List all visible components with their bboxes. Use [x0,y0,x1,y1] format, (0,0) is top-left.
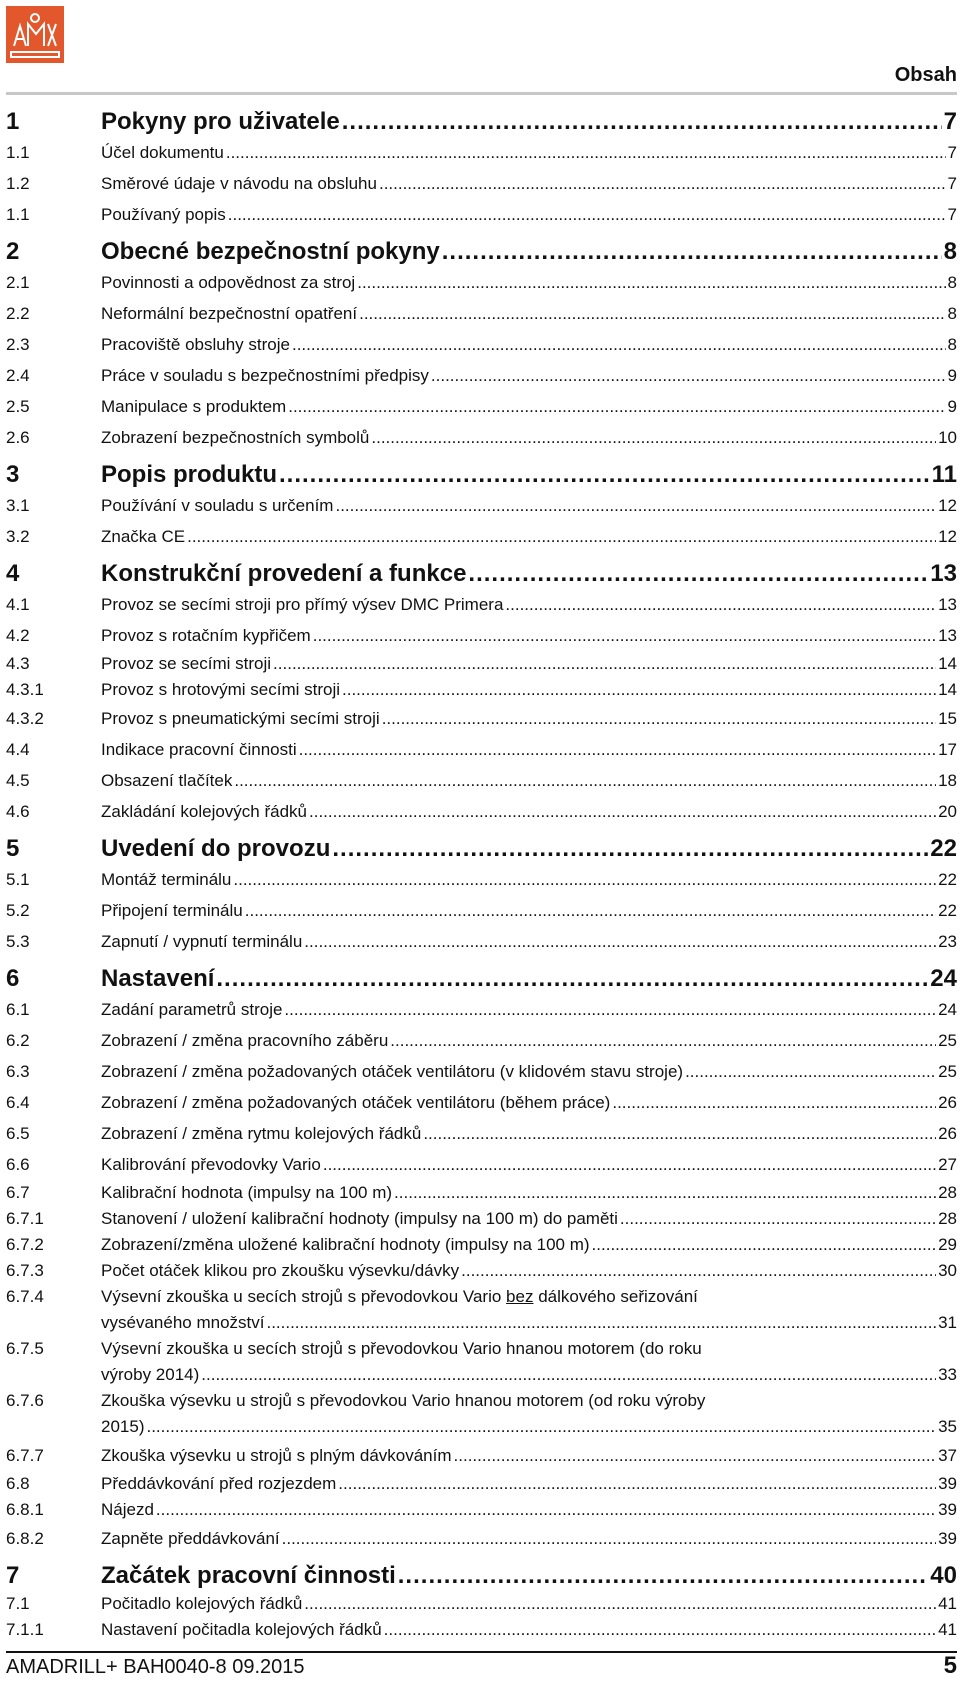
toc-dot-leader [685,1056,936,1087]
toc-entry-title: Počet otáček klikou pro zkoušku výsevku/dávky [101,1261,460,1280]
toc-entry-title: Zkouška výsevku u strojů s převodovkou Vario hnanou motorem (od roku výroby [101,1391,706,1410]
toc-entry-number: 6.8.1 [6,1500,44,1519]
toc-entry-page: 41 [938,1594,957,1613]
toc-entry-title: Provoz se secími stroji [101,654,272,673]
toc-entry-number: 2.5 [6,397,30,416]
toc-dot-leader [226,137,946,168]
toc-entry-title: Výsevní zkouška u secích strojů s převodovkou Vario [101,1287,507,1306]
toc-section-entry[interactable] [6,1258,957,1284]
toc-entry-page: 11 [931,461,957,488]
toc-entry-title: Kalibrační hodnota (impulsy na 100 m) [101,1183,393,1202]
toc-dot-leader [332,833,928,864]
toc-entry-title: Pokyny pro uživatele [101,108,340,135]
toc-entry-number: 6.7.1 [6,1209,44,1228]
toc-entry-title-continued: vysévaného množství [101,1313,265,1332]
toc-entry-page: 13 [938,626,957,645]
amazone-logo-icon [6,6,64,63]
toc-entry-number: 4.5 [6,771,30,790]
toc-entry-page: 41 [938,1620,957,1639]
toc-entry-title-continued: výroby 2014) [101,1365,200,1384]
toc-dot-leader [313,620,936,651]
toc-entry-number: 2.4 [6,366,30,385]
toc-entry-page: 33 [938,1365,957,1384]
toc-entry-title: Manipulace s produktem [101,397,287,416]
toc-entry-page: 9 [947,366,957,385]
toc-section-entry[interactable] [6,677,957,703]
toc-entry-number: 2.3 [6,335,30,354]
toc-entry-number: 2.2 [6,304,30,323]
toc-entry-page: 26 [938,1124,957,1143]
toc-entry-title: Kalibrování převodovky Vario [101,1155,321,1174]
toc-dot-leader [442,236,942,267]
toc-chapter-entry[interactable] [6,963,957,994]
toc-entry-page: 27 [938,1155,957,1174]
toc-dot-leader [309,796,936,827]
toc-entry-title: Zadání parametrů stroje [101,1000,283,1019]
footer-divider [6,1651,957,1653]
toc-entry-number: 2.1 [6,273,30,292]
toc-entry-page: 8 [947,335,957,354]
toc-section-entry[interactable] [6,1284,957,1336]
toc-section-entry[interactable] [6,1617,957,1643]
toc-entry-number: 1.1 [6,143,30,162]
toc-section-entry[interactable] [6,1206,957,1232]
toc-entry-title: Pracoviště obsluhy stroje [101,335,290,354]
toc-entry-title: Nastavení [101,965,215,992]
toc-entry-number: 5 [6,835,20,862]
toc-chapter-entry[interactable] [6,459,957,490]
toc-dot-leader [505,589,936,620]
toc-entry-number: 6.1 [6,1000,30,1019]
toc-section-entry[interactable] [6,1523,957,1554]
toc-entry-page: 39 [938,1500,957,1519]
toc-section-entry[interactable] [6,1025,957,1056]
toc-section-entry[interactable] [6,765,957,796]
toc-entry-title: Nájezd [101,1500,154,1519]
toc-dot-leader [234,765,936,796]
toc-chapter-entry[interactable] [6,106,957,137]
toc-entry-page: 24 [930,965,957,992]
toc-entry-title: Směrové údaje v návodu na obsluhu [101,174,377,193]
toc-entry-number: 6.4 [6,1093,30,1112]
toc-entry-title: Zobrazení / změna požadovaných otáček ventilátoru (během práce) [101,1093,611,1112]
toc-dot-leader [216,963,928,994]
toc-entry-number: 6.2 [6,1031,30,1050]
toc-dot-leader [292,329,946,360]
toc-entry-title: Obecné bezpečnostní pokyny [101,238,440,265]
toc-entry-number: 4.3 [6,654,30,673]
toc-entry-title: Neformální bezpečnostní opatření [101,304,358,323]
toc-entry-page: 31 [938,1313,957,1332]
toc-entry-title: Zapnutí / vypnutí terminálu [101,932,303,951]
toc-entry-page: 8 [947,304,957,323]
toc-entry-title: Zakládání kolejových řádků [101,802,308,821]
toc-section-entry[interactable] [6,1471,957,1497]
toc-entry-title: dálkového seřizování [533,1287,698,1306]
toc-entry-number: 6.7.7 [6,1446,44,1465]
toc-dot-leader [288,391,945,422]
toc-entry-title: Zobrazení / změna rytmu kolejových řádků [101,1124,422,1143]
toc-chapter-entry[interactable] [6,1560,957,1591]
toc-section-entry[interactable] [6,1118,957,1149]
toc-dot-leader [384,1617,936,1643]
toc-entry-page: 14 [938,680,957,699]
toc-entry-number: 6.7.6 [6,1391,44,1410]
toc-dot-leader [382,703,936,734]
toc-entry-title: Indikace pracovní činnosti [101,740,297,759]
toc-section-entry[interactable] [6,703,957,734]
toc-entry-title: Provoz s rotačním kypřičem [101,626,311,645]
toc-entry-page: 30 [938,1261,957,1280]
toc-section-entry[interactable] [6,1497,957,1523]
toc-entry-number: 6.7.4 [6,1287,44,1306]
toc-entry-page: 40 [930,1562,957,1589]
toc-entry-page: 13 [930,560,957,587]
toc-section-entry[interactable] [6,1149,957,1180]
toc-entry-number: 5.3 [6,932,30,951]
toc-entry-title: Zobrazení bezpečnostních symbolů [101,428,370,447]
toc-dot-leader [273,651,936,677]
toc-entry-page: 8 [943,238,957,265]
toc-section-entry[interactable] [6,1440,957,1471]
toc-section-entry[interactable] [6,1591,957,1617]
toc-dot-leader [612,1087,936,1118]
toc-entry-page: 22 [930,835,957,862]
toc-entry-number: 1.2 [6,174,30,193]
toc-entry-number: 6.6 [6,1155,30,1174]
toc-section-entry[interactable] [6,329,957,360]
toc-entry-title-continued: 2015) [101,1417,145,1436]
toc-dot-leader [304,1591,936,1617]
toc-entry-title: Provoz s pneumatickými secími stroji [101,709,380,728]
toc-section-entry[interactable] [6,490,957,521]
toc-entry-title: Začátek pracovní činnosti [101,1562,396,1589]
toc-dot-leader [431,360,946,391]
toc-entry-number: 3 [6,461,20,488]
toc-section-entry[interactable] [6,1336,957,1388]
toc-entry-title: Počitadlo kolejových řádků [101,1594,303,1613]
toc-dot-leader [266,1310,936,1336]
toc-dot-leader [279,459,930,490]
toc-entry-page: 24 [938,1000,957,1019]
toc-entry-number: 5.1 [6,870,30,889]
toc-dot-leader [390,1025,936,1056]
toc-section-entry[interactable] [6,734,957,765]
toc-entry-title: Obsazení tlačítek [101,771,233,790]
toc-entry-page: 22 [938,870,957,889]
toc-entry-number: 1.1 [6,205,30,224]
footer-page-number: 5 [943,1652,957,1679]
toc-section-entry[interactable] [6,521,957,552]
toc-entry-page: 8 [947,273,957,292]
toc-dot-leader [338,1471,936,1497]
toc-dot-leader [245,895,936,926]
toc-entry-number: 6 [6,965,20,992]
toc-dot-leader [284,994,936,1025]
toc-entry-page: 7 [947,174,957,193]
toc-section-entry[interactable] [6,1232,957,1258]
toc-entry-number: 6.7 [6,1183,30,1202]
toc-section-entry[interactable] [6,1056,957,1087]
toc-entry-number: 2.6 [6,428,30,447]
toc-entry-page: 9 [947,397,957,416]
toc-entry-title: Zapněte předdávkování [101,1529,280,1548]
toc-dot-leader [454,1440,937,1471]
toc-dot-leader [304,926,936,957]
toc-entry-title: Značka CE [101,527,186,546]
toc-dot-leader [398,1560,929,1591]
toc-entry-title: Používání v souladu s určením [101,496,334,515]
toc-entry-page: 12 [938,527,957,546]
toc-entry-page: 28 [938,1183,957,1202]
toc-entry-number: 3.1 [6,496,30,515]
toc-section-entry[interactable] [6,796,957,827]
toc-entry-page: 23 [938,932,957,951]
toc-entry-page: 18 [938,771,957,790]
toc-dot-leader [342,677,936,703]
toc-entry-number: 5.2 [6,901,30,920]
toc-entry-number: 6.7.2 [6,1235,44,1254]
toc-section-entry[interactable] [6,620,957,651]
toc-entry-number: 6.5 [6,1124,30,1143]
header-divider [6,92,957,95]
toc-entry-number: 6.3 [6,1062,30,1081]
toc-entry-title: Zkouška výsevku u strojů s plným dávkováním [101,1446,452,1465]
toc-dot-leader [359,298,945,329]
toc-section-entry[interactable] [6,298,957,329]
toc-section-entry[interactable] [6,137,957,168]
toc-entry-title: Provoz se secími stroji pro přímý výsev DMC Primera [101,595,504,614]
section-label: Obsah [894,64,957,86]
toc-section-entry[interactable] [6,994,957,1025]
toc-section-entry[interactable] [6,422,957,453]
toc-dot-leader [233,864,936,895]
toc-entry-page: 35 [938,1417,957,1436]
toc-entry-number: 4.6 [6,802,30,821]
toc-entry-page: 10 [938,428,957,447]
toc-section-entry[interactable] [6,391,957,422]
toc-dot-leader [228,199,946,230]
toc-dot-leader [187,521,936,552]
toc-entry-title: Připojení terminálu [101,901,243,920]
toc-entry-number: 6.8.2 [6,1529,44,1548]
toc-dot-leader [299,734,936,765]
toc-entry-title: Účel dokumentu [101,143,224,162]
toc-entry-title: Popis produktu [101,461,277,488]
toc-entry-page: 39 [938,1529,957,1548]
toc-entry-page: 29 [938,1235,957,1254]
toc-entry-page: 25 [938,1062,957,1081]
toc-entry-page: 13 [938,595,957,614]
toc-entry-title: Předdávkování před rozjezdem [101,1474,337,1493]
toc-entry-title: Používaný popis [101,205,226,224]
toc-dot-leader [423,1118,936,1149]
toc-section-entry[interactable] [6,1180,957,1206]
toc-entry-title: Výsevní zkouška u secích strojů s převodovkou Vario hnanou motorem (do roku [101,1339,702,1358]
toc-entry-page: 17 [938,740,957,759]
toc-entry-number: 6.7.5 [6,1339,44,1358]
toc-section-entry[interactable] [6,651,957,677]
toc-entry-number: 4.1 [6,595,30,614]
toc-dot-leader [146,1414,936,1440]
toc-entry-page: 22 [938,901,957,920]
toc-dot-leader [371,422,936,453]
toc-entry-page: 7 [947,205,957,224]
toc-entry-number: 4.2 [6,626,30,645]
toc-section-entry[interactable] [6,267,957,298]
toc-entry-page: 20 [938,802,957,821]
toc-entry-title: Práce v souladu s bezpečnostními předpisy [101,366,429,385]
toc-dot-leader [357,267,945,298]
toc-entry-page: 37 [938,1446,957,1465]
toc-entry-title: Zobrazení / změna požadovaných otáček ventilátoru (v klidovém stavu stroje) [101,1062,684,1081]
toc-entry-number: 6.8 [6,1474,30,1493]
toc-dot-leader [592,1232,937,1258]
table-of-contents [6,106,957,1643]
toc-entry-page: 7 [947,143,957,162]
toc-entry-page: 15 [938,709,957,728]
toc-dot-leader [342,106,942,137]
toc-entry-number: 4.3.2 [6,709,44,728]
toc-dot-leader [379,168,946,199]
toc-dot-leader [461,1258,936,1284]
toc-dot-leader [156,1497,936,1523]
toc-entry-number: 4.3.1 [6,680,44,699]
toc-dot-leader [620,1206,936,1232]
toc-entry-number: 1 [6,108,20,135]
toc-entry-page: 14 [938,654,957,673]
toc-chapter-entry[interactable] [6,558,957,589]
toc-entry-page: 25 [938,1031,957,1050]
toc-entry-title: Uvedení do provozu [101,835,331,862]
toc-section-entry[interactable] [6,926,957,957]
toc-entry-page: 7 [943,108,957,135]
toc-section-entry[interactable] [6,360,957,391]
toc-dot-leader [323,1149,936,1180]
toc-entry-title-emphasis: bez [506,1287,534,1306]
toc-entry-number: 3.2 [6,527,30,546]
toc-entry-number: 7.1.1 [6,1620,44,1639]
toc-dot-leader [335,490,936,521]
toc-chapter-entry[interactable] [6,236,957,267]
toc-section-entry[interactable] [6,199,957,230]
toc-entry-number: 7 [6,1562,20,1589]
toc-entry-title: Zobrazení / změna pracovního záběru [101,1031,389,1050]
toc-dot-leader [201,1362,936,1388]
toc-entry-title: Zobrazení/změna uložené kalibrační hodnoty (impulsy na 100 m) [101,1235,590,1254]
toc-section-entry[interactable] [6,168,957,199]
toc-entry-title: Povinnosti a odpovědnost za stroj [101,273,356,292]
footer-document-id: AMADRILL+ BAH0040-8 09.2015 [6,1656,305,1678]
toc-section-entry[interactable] [6,1388,957,1440]
toc-entry-title: Konstrukční provedení a funkce [101,560,467,587]
toc-entry-number: 6.7.3 [6,1261,44,1280]
toc-entry-page: 26 [938,1093,957,1112]
toc-entry-number: 2 [6,238,20,265]
toc-entry-title: Stanovení / uložení kalibrační hodnoty (impulsy na 100 m) do paměti [101,1209,618,1228]
toc-dot-leader [394,1180,936,1206]
toc-entry-page: 28 [938,1209,957,1228]
toc-entry-number: 7.1 [6,1594,30,1613]
toc-section-entry[interactable] [6,1087,957,1118]
toc-dot-leader [282,1523,936,1554]
toc-dot-leader [468,558,928,589]
toc-entry-number: 4 [6,560,20,587]
toc-entry-number: 4.4 [6,740,30,759]
toc-section-entry[interactable] [6,864,957,895]
toc-entry-title: Montáž terminálu [101,870,232,889]
toc-section-entry[interactable] [6,589,957,620]
toc-entry-title: Provoz s hrotovými secími stroji [101,680,340,699]
toc-entry-page: 12 [938,496,957,515]
toc-entry-title: Nastavení počitadla kolejových řádků [101,1620,382,1639]
toc-entry-page: 39 [938,1474,957,1493]
toc-chapter-entry[interactable] [6,833,957,864]
toc-section-entry[interactable] [6,895,957,926]
